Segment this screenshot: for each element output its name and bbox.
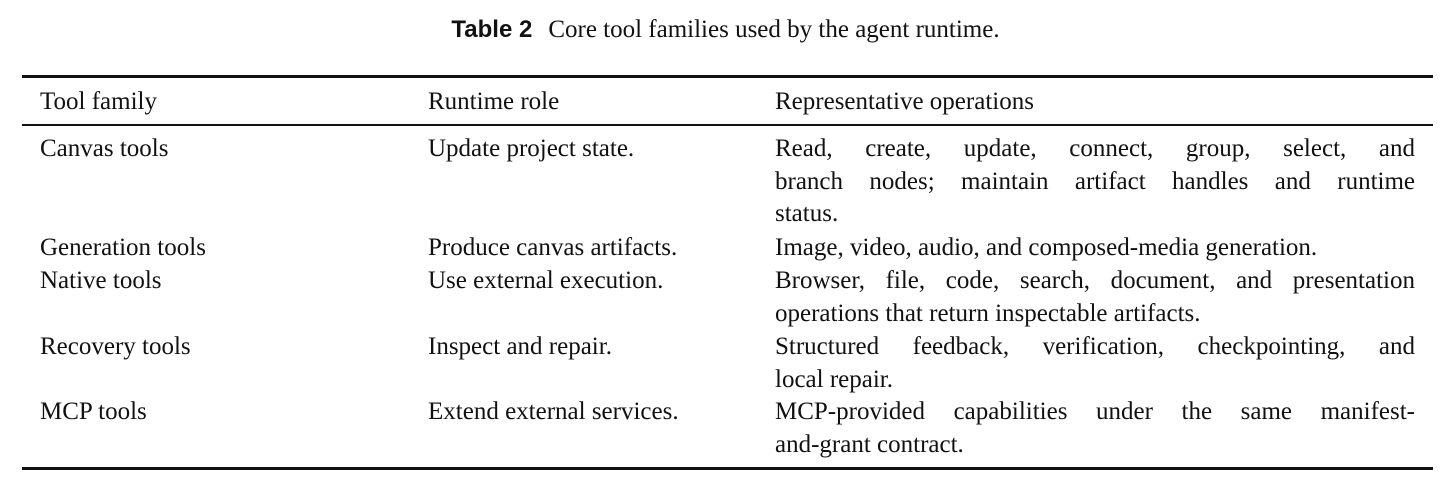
operations-line: operations that return inspectable artifacts. bbox=[775, 299, 1201, 327]
table-row-mcp-tools-family: MCP tools bbox=[40, 398, 147, 425]
operations-line: Structured feedback, verification, checkpointing, and bbox=[775, 333, 1415, 360]
table-row-generation-tools-operations bbox=[775, 232, 1415, 265]
operations-line: Image, video, audio, and composed-media generation. bbox=[775, 234, 1318, 261]
table-row-mcp-tools-operations bbox=[775, 396, 1415, 461]
table-row-native-tools-operations bbox=[775, 265, 1415, 330]
operations-line: MCP-provided capabilities under the same manifest- bbox=[775, 398, 1415, 425]
table-header-runtime-role: Runtime role bbox=[428, 88, 560, 115]
operations-line: local repair. bbox=[775, 365, 893, 393]
table-caption-text: Core tool families used by the agent runtime. bbox=[548, 16, 1000, 43]
table-row-canvas-tools-role: Update project state. bbox=[428, 135, 635, 162]
table-row-recovery-tools-operations bbox=[775, 331, 1415, 396]
table-row-native-tools-role: Use external execution. bbox=[428, 267, 664, 294]
operations-line: Browser, file, code, search, document, and presentation bbox=[775, 267, 1415, 294]
table-row-recovery-tools-role: Inspect and repair. bbox=[428, 333, 612, 360]
table-row-recovery-tools-family: Recovery tools bbox=[40, 333, 191, 360]
table-row-canvas-tools-family: Canvas tools bbox=[40, 135, 169, 162]
table-header-operations-text: Representative operations bbox=[775, 88, 1034, 115]
operations-line: Read, create, update, connect, group, select, and bbox=[775, 135, 1415, 162]
table-row-generation-tools-family: Generation tools bbox=[40, 234, 206, 261]
table-caption bbox=[0, 13, 1451, 45]
table-header-tool-family: Tool family bbox=[40, 88, 157, 115]
table-row-generation-tools-role: Produce canvas artifacts. bbox=[428, 234, 678, 261]
table-caption-label: Table 2 bbox=[451, 16, 533, 43]
table-top-rule bbox=[22, 75, 1433, 78]
table-row-native-tools-family: Native tools bbox=[40, 267, 162, 294]
table-row-canvas-tools-operations bbox=[775, 133, 1415, 231]
operations-line: branch nodes; maintain artifact handles and runtime bbox=[775, 167, 1415, 195]
operations-line: status. bbox=[775, 200, 839, 227]
table-header-rule bbox=[22, 124, 1433, 126]
operations-line: and-grant contract. bbox=[775, 430, 964, 458]
table-bottom-rule bbox=[22, 467, 1433, 470]
table-row-mcp-tools-role: Extend external services. bbox=[428, 398, 679, 425]
table-header-representative-operations bbox=[775, 86, 1415, 119]
